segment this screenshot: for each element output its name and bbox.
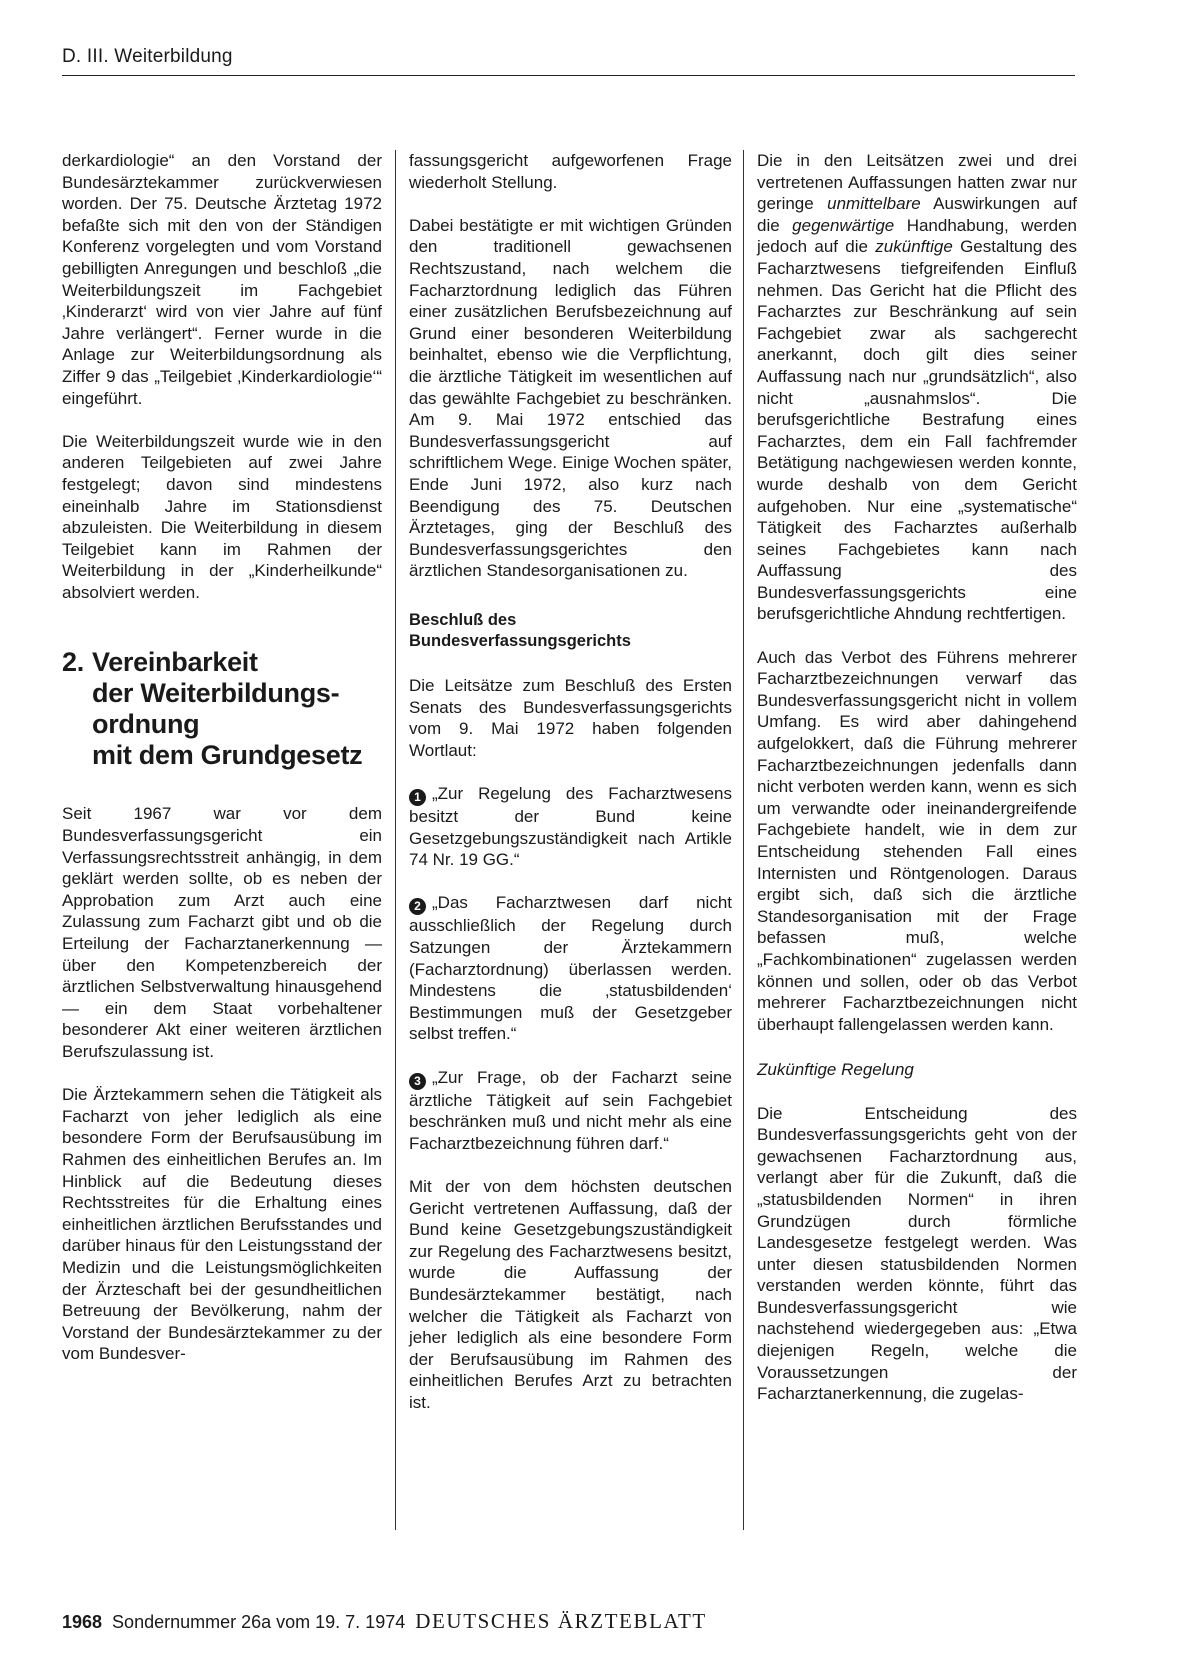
leitsatz-item [409,1067,732,1155]
emphasis: unmittelbare [827,194,921,214]
page-number: 1968 [62,1612,103,1632]
leitsatz-text: „Das Facharztwesen darf nicht ausschließlich der Regelung durch Satzungen der Ärztekammern (Facharztordnung) überlassen werden. Mindestens die ‚statusbildenden‘ Bestimmungen muß der Gesetzgeber selbst treffen.“ [409,893,732,1044]
section-heading-line: mit dem Grundgesetz [92,740,363,771]
subheading: Zukünftige Regelung [757,1060,914,1080]
paragraph: Auch das Verbot des Führens mehrerer Facharztbezeichnungen verwarf das Bundesverfassungsgericht nicht in vollem Umfang. Es wird aber dahingehend aufgelokkert, daß die Führung mehrerer Facharztbezeichnungen jedenfalls dann nicht verboten werden kann, wenn es sich um verwandte oder ineinandergreifende Fachgebiete handelt, wie in dem zur Entscheidung stehenden Fall eines Internisten und Röntgenologen. Daraus ergibt sich, daß sich die ärztliche Standesorganisation mit der Frage befassen muß, welche „Fachkombinationen“ zugelassen werden können und sollen, oder ob das Verbot mehrerer Facharztbezeichnungen nicht überhaupt fallengelassen werden kann. [757,647,1077,1034]
section-heading-line: Vereinbarkeit [92,647,258,678]
header-rule [62,75,1075,76]
paragraph: derkardiologie“ an den Vorstand der Bundesärztekammer zurückverwiesen worden. Der 75. Deutsche Ärztetag 1972 befaßte sich mit den von der Ständigen Konferenz vorgelegten und vom Vorstand gebilligten Anregungen und beschloß „die Weiterbildungszeit im Fachgebiet ‚Kinderarzt‘ wird von vier Jahre auf fünf Jahre verlängert“. Ferner wurde in die Anlage zur Weiterbildungsordnung als Ziffer 9 das „Teilgebiet ‚Kinderkardiologie‘“ eingeführt. [62,151,382,408]
emphasis: gegenwärtige [792,215,895,235]
section-heading-line: ordnung [92,709,200,740]
issue-info: Sondernummer 26a vom 19. 7. 1974 [112,1612,406,1632]
text-run: Auswirkungen auf die [757,194,1078,235]
paragraph: Seit 1967 war vor dem Bundesverfassungsgericht ein Verfassungsrechtsstreit anhängig, in dem geklärt werden sollte, ob es neben der Approbation zum Arzt auch eine Zulassung zum Facharzt gibt und ob die Erteilung der Facharztanerkennung — über den Kompetenzbereich der ärztlichen Selbstverwaltung hinausgehend — ein dem Staat vorbehaltener besonderer Akt einer weiteren ärztlichen Berufszulassung ist. [62,804,382,1061]
paragraph: Die Entscheidung des Bundesverfassungsgerichts geht von der gewachsenen Facharztordnung aus, verlangt aber für die Zukunft, daß die „statusbildenden Normen“ in ihren Grundzügen durch förmliche Landesgesetze festgelegt werden. Was unter diesen statusbildenden Normen verstanden werden könnte, führt das Bundesverfassungsgericht wie nachstehend wiedergegeben aus: „Etwa diejenigen Regeln, welche die Voraussetzungen der Facharztanerkennung, die zugelas- [757,1103,1077,1404]
paragraph: Die Ärztekammern sehen die Tätigkeit als Facharzt von jeher lediglich als eine besondere Form der Berufsausübung im Rahmen des einheitlichen Berufes an. Im Hinblick auf die Bedeutung dieses Rechtsstreites für die Erhaltung eines einheitlichen ärztlichen Berufsstandes und darüber hinaus für den Leistungsstand der Medizin und die Leistungsmöglichkeiten der Ärzteschaft bei der gesundheitlichen Betreuung der Bevölkerung, nahm der Vorstand der Bundesärztekammer zu der vom Bundesver- [62,1085,382,1364]
paragraph: Mit der von dem höchsten deutschen Gericht vertretenen Auffassung, daß der Bund keine Gesetzgebungszuständigkeit zur Regelung des Facharztwesens besitzt, wurde die Auffassung der Bundesärztekammer bestätigt, nach welcher die Tätigkeit als Facharzt von jeher lediglich als eine besondere Form der Berufsausübung im Rahmen des einheitlichen Berufes Arzt zu betrachten ist. [409,1176,732,1412]
section-heading [62,647,382,771]
running-head: D. III. Weiterbildung [62,46,233,67]
text-run: Die in den Leitsätzen zwei und drei vertretenen Auffassungen hatten zwar nur geringe [757,151,1077,214]
leitsatz-text: „Zur Frage, ob der Facharzt seine ärztliche Tätigkeit auf sein Fachgebiet beschränken muß und nicht mehr als eine Facharztbezeichnung führen darf.“ [409,1067,732,1153]
paragraph: Die Weiterbildungszeit wurde wie in den anderen Teilgebieten auf zwei Jahre festgelegt; davon sind mindestens eineinhalb Jahre im Stationsdienst abzuleisten. Die Weiterbildung in diesem Teilgebiet kann im Rahmen der Weiterbildung in der „Kinderheilkunde“ absolviert werden. [62,431,382,602]
column-divider [743,150,744,1530]
paragraph: fassungsgericht aufgeworfenen Frage wiederholt Stellung. [409,151,732,192]
leitsatz-text: „Zur Regelung des Facharztwesens besitzt der Bund keine Gesetzgebungszuständigkeit nach Artikle 74 Nr. 19 GG.“ [409,784,732,870]
number-marker-icon: 1 [409,789,426,806]
leitsatz-item [409,783,732,871]
column-2 [409,150,732,1570]
leitsatz-item [409,892,732,1045]
subheading-line: Bundesverfassungsgerichts [409,632,631,651]
section-heading-line: der Weiterbildungs- [92,678,340,709]
column-1 [62,150,382,1570]
number-marker-icon: 2 [409,898,426,915]
column-divider [395,150,396,1530]
subheading-line: Beschluß des [409,610,517,629]
section-number: 2. [62,647,84,678]
column-3 [757,150,1077,1570]
number-marker-icon: 3 [409,1073,426,1090]
page-footer [62,1609,707,1634]
paragraph: Die Leitsätze zum Beschluß des Ersten Senats des Bundesverfassungsgerichts vom 9. Mai 1972 haben folgenden Wortlaut: [409,676,732,760]
emphasis: zukünftige [875,237,953,257]
paragraph: Dabei bestätigte er mit wichtigen Gründen den traditionell gewachsenen Rechtszustand, nach welchem die Facharztordnung lediglich das Führen einer zusätzlichen Berufsbezeichnung auf Grund einer besonderen Weiterbildung beinhaltet, ebenso wie die Verpflichtung, die ärztliche Tätigkeit im wesentlichen auf das gewählte Fachgebiet zu beschränken. Am 9. Mai 1972 entschied das Bundesverfassungsgericht auf schriftlichem Wege. Einige Wochen später, Ende Juni 1972, also kurz nach Beendigung des 75. Deutschen Ärztetages, ging der Beschluß des Bundesverfassungsgerichtes den ärztlichen Standesorganisationen zu. [409,215,732,581]
text-run: Gestaltung des Facharztwesens tiefgreifenden Einfluß nehmen. Das Gericht hat die Pflicht des Facharztes zur Beschränkung auf sein Fachgebiet zwar als sachgerecht anerkannt, doch gilt dies seiner Auffassung nach nur „grundsätzlich“, also nicht „ausnahmslos“. Die berufsgerichtliche Bestrafung eines Facharztes, dem ein Fall fachfremder Betätigung nachgewiesen werden konnte, wurde deshalb von dem Gericht aufgehoben. Nur eine „systematische“ Tätigkeit des Facharztes außerhalb seines Fachgebietes kann nach Auffassung des Bundesverfassungsgerichts eine berufsgerichtliche Ahndung rechtfertigen. [757,237,1077,624]
paragraph [757,150,1077,625]
text-run: Handhabung, werden jedoch auf die [757,215,1077,257]
subheading [409,610,732,653]
journal-masthead: DEUTSCHES ÄRZTEBLATT [415,1609,707,1633]
